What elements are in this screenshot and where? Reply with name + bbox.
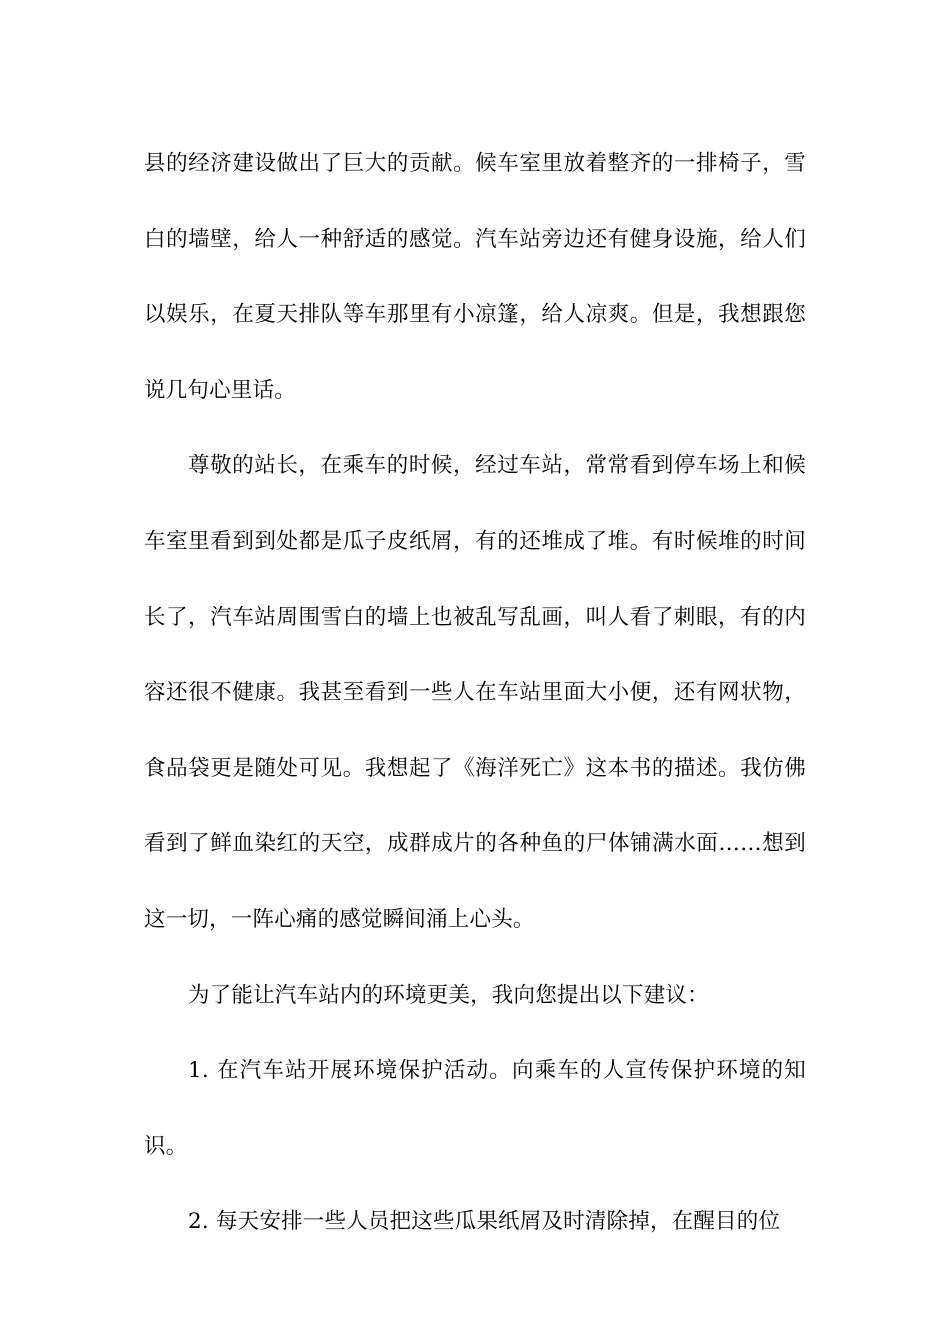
paragraph-suggestion-intro: 为了能让汽车站内的环境更美，我向您提出以下建议： xyxy=(188,982,709,1008)
suggestion-item-1: 1. 在汽车站开展环境保护活动。向乘车的人宣传保护环境的知识。 xyxy=(144,1058,806,1159)
suggestion-item-2: 2. 每天安排一些人员把这些瓜果纸屑及时清除掉，在醒目的位 xyxy=(188,1209,781,1235)
document-body xyxy=(144,126,806,1260)
paragraph-station-observation: 尊敬的站长，在乘车的时候，经过车站，常常看到停车场上和候车室里看到到处都是瓜子皮纸屑，有的还堆成了堆。有时候堆的时间长了，汽车站周围雪白的墙上也被乱写乱画，叫人看了刺眼，有的内容还很不健康。我甚至看到一些人在车站里面大小便，还有网状物，食品袋更是随处可见。我想起了《海洋死亡》这本书的描述。我仿佛看到了鲜血染红的天空，成群成片的各种鱼的尸体铺满水面……想到这一切，一阵心痛的感觉瞬间涌上心头。 xyxy=(144,453,806,932)
paragraph-continued: 县的经济建设做出了巨大的贡献。候车室里放着整齐的一排椅子，雪白的墙壁，给人一种舒适的感觉。汽车站旁边还有健身设施，给人们以娱乐，在夏天排队等车那里有小凉篷，给人凉爽。但是，我想跟您说几句心里话。 xyxy=(144,151,806,403)
